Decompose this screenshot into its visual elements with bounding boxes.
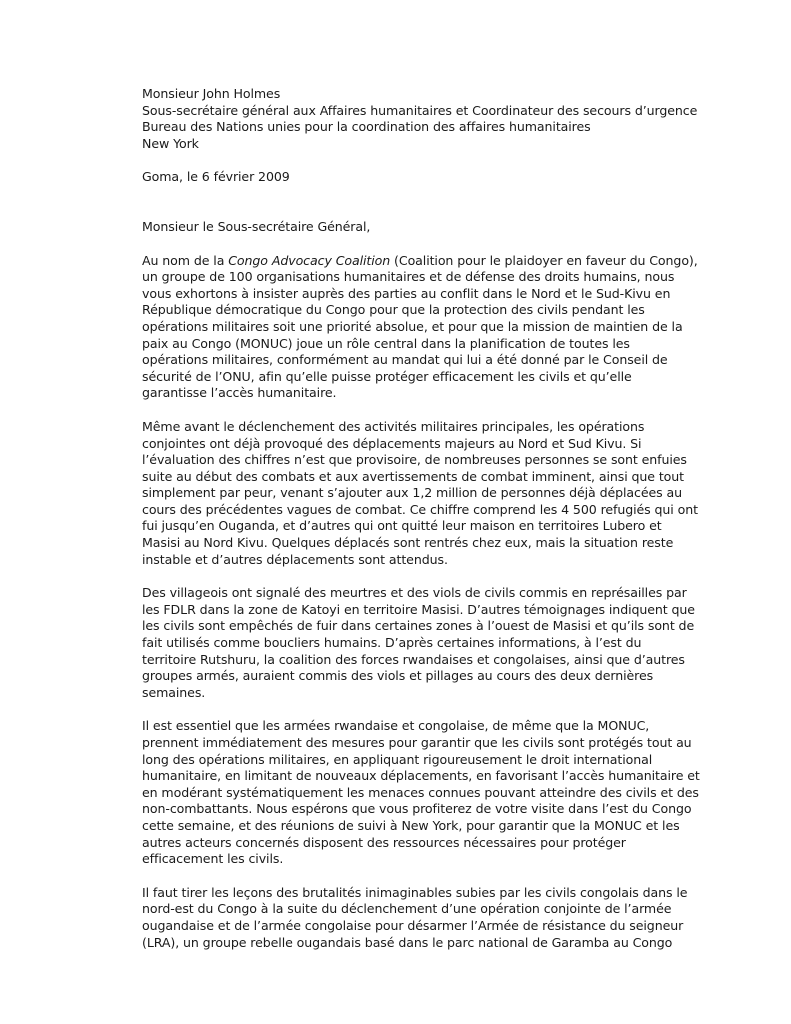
paragraph-5-line: nord-est du Congo à la suite du déclenchement d’une opération conjointe de l’armée bbox=[142, 901, 672, 917]
paragraph-3-line: groupes armés, auraient commis des viols et pillages au cours des deux dernières bbox=[142, 668, 654, 684]
paragraph-2-line: simplement par peur, venant s’ajouter aux 1,2 million de personnes déjà déplacées au bbox=[142, 485, 683, 501]
paragraph-1-line: opérations militaires soit une priorité absolue, et pour que la mission de maintien de la bbox=[142, 318, 683, 334]
paragraph-1-line: paix au Congo (MONUC) joue un rôle central dans la planification de toutes les bbox=[142, 335, 630, 351]
paragraph-2-line: suite au début des combats et aux avertissements de combat imminent, ainsi que tout bbox=[142, 468, 684, 484]
paragraph-4-line: autres acteurs concernés disposent des ressources nécessaires pour protéger bbox=[142, 834, 626, 850]
paragraph-3-line: les civils sont empêchés de fuir dans certaines zones à l’ouest de Masisi et qu’ils sont de bbox=[142, 618, 695, 634]
paragraph-4-line: Il est essentiel que les armées rwandaise et congolaise, de même que la MONUC, bbox=[142, 718, 650, 734]
paragraph-2-line: l’évaluation des chiffres n’est que provisoire, de nombreuses personnes se sont enfuies bbox=[142, 452, 687, 468]
paragraph-2-line: fui jusqu’en Ouganda, et d’autres qui ont quitté leur maison en territoires Lubero et bbox=[142, 518, 662, 534]
recipient-office: Bureau des Nations unies pour la coordination des affaires humanitaires bbox=[142, 119, 591, 135]
letter-page bbox=[142, 86, 700, 951]
paragraph-1-line: République démocratique du Congo pour que la protection des civils pendant les bbox=[142, 302, 645, 318]
paragraph-3-line: les FDLR dans la zone de Katoyi en territoire Masisi. D’autres témoignages indiquent que bbox=[142, 601, 695, 617]
dateline: Goma, le 6 février 2009 bbox=[142, 169, 290, 185]
paragraph-2-line: conjointes ont déjà provoqué des déplacements majeurs au Nord et Sud Kivu. Si bbox=[142, 435, 642, 451]
paragraph-1-text: (Coalition pour le plaidoyer en faveur du Congo), bbox=[390, 252, 698, 268]
organization-name: Congo Advocacy Coalition bbox=[228, 252, 391, 268]
paragraph-5-line: ougandaise et de l’armée congolaise pour désarmer l’Armée de résistance du seigneur bbox=[142, 917, 684, 933]
paragraph-5 bbox=[142, 884, 688, 951]
paragraph-1-line: un groupe de 100 organisations humanitaires et de défense des droits humains, nous bbox=[142, 269, 675, 285]
paragraph-3-line: fait utilisés comme boucliers humains. D’après certaines informations, à l’est du bbox=[142, 635, 642, 651]
recipient-title: Sous-secrétaire général aux Affaires humanitaires et Coordinateur des secours d’urgence bbox=[142, 102, 698, 118]
paragraph-4-line: prennent immédiatement des mesures pour garantir que les civils sont protégés tout au bbox=[142, 735, 692, 750]
salutation: Monsieur le Sous-secrétaire Général, bbox=[142, 218, 371, 234]
paragraph-4-line: long des opérations militaires, en appliquant rigoureusement le droit international bbox=[142, 751, 653, 767]
paragraph-2 bbox=[142, 418, 698, 568]
paragraph-4-line: cette semaine, et des réunions de suivi à New York, pour garantir que la MONUC et les bbox=[142, 817, 680, 833]
paragraph-4-line: efficacement les civils. bbox=[142, 851, 284, 867]
paragraph-4 bbox=[142, 718, 700, 867]
paragraph-1-line: vous exhortons à insister auprès des parties au conflit dans le Nord et le Sud-Kivu en bbox=[142, 285, 671, 301]
paragraph-1-line: sécurité de l’ONU, afin qu’elle puisse protéger efficacement les civils et qu’elle bbox=[142, 368, 632, 384]
paragraph-1-line: garantisse l’accès humanitaire. bbox=[142, 385, 337, 401]
recipient-name: Monsieur John Holmes bbox=[142, 86, 281, 101]
paragraph-5-line: (LRA), un groupe rebelle ougandais basé dans le parc national de Garamba au Congo bbox=[142, 934, 673, 950]
paragraph-3-line: territoire Rutshuru, la coalition des forces rwandaises et congolaises, ainsi que d’autres bbox=[142, 651, 685, 667]
paragraph-5-line: Il faut tirer les leçons des brutalités inimaginables subies par les civils congolais dans le bbox=[142, 884, 688, 900]
paragraph-2-line: Masisi au Nord Kivu. Quelques déplacés sont rentrés chez eux, mais la situation reste bbox=[142, 535, 674, 551]
recipient-address bbox=[142, 86, 698, 152]
paragraph-4-line: humanitaire, en limitant de nouveaux déplacements, en favorisant l’accès humanitaire et bbox=[142, 768, 700, 784]
paragraph-3-line: semaines. bbox=[142, 684, 206, 700]
paragraph-4-line: non-combattants. Nous espérons que vous profiterez de votre visite dans l’est du Congo bbox=[142, 801, 692, 817]
paragraph-2-line: cours des précédentes vagues de combat. Ce chiffre comprend les 4 500 refugiés qui ont bbox=[142, 501, 698, 517]
paragraph-3-line: Des villageois ont signalé des meurtres et des viols de civils commis en représailles par bbox=[142, 585, 687, 601]
paragraph-2-line: instable et d’autres déplacements sont attendus. bbox=[142, 551, 448, 567]
paragraph-1 bbox=[142, 252, 698, 402]
paragraph-2-line: Même avant le déclenchement des activités militaires principales, les opérations bbox=[142, 418, 645, 434]
paragraph-1-line: opérations militaires, conformément au mandat qui lui a été donné par le Conseil de bbox=[142, 352, 668, 368]
paragraph-3 bbox=[142, 585, 695, 701]
recipient-city: New York bbox=[142, 135, 199, 151]
paragraph-4-line: en modérant systématiquement les menaces connues pouvant atteindre des civils et des bbox=[142, 784, 699, 800]
paragraph-1-text: Au nom de la bbox=[142, 252, 229, 268]
